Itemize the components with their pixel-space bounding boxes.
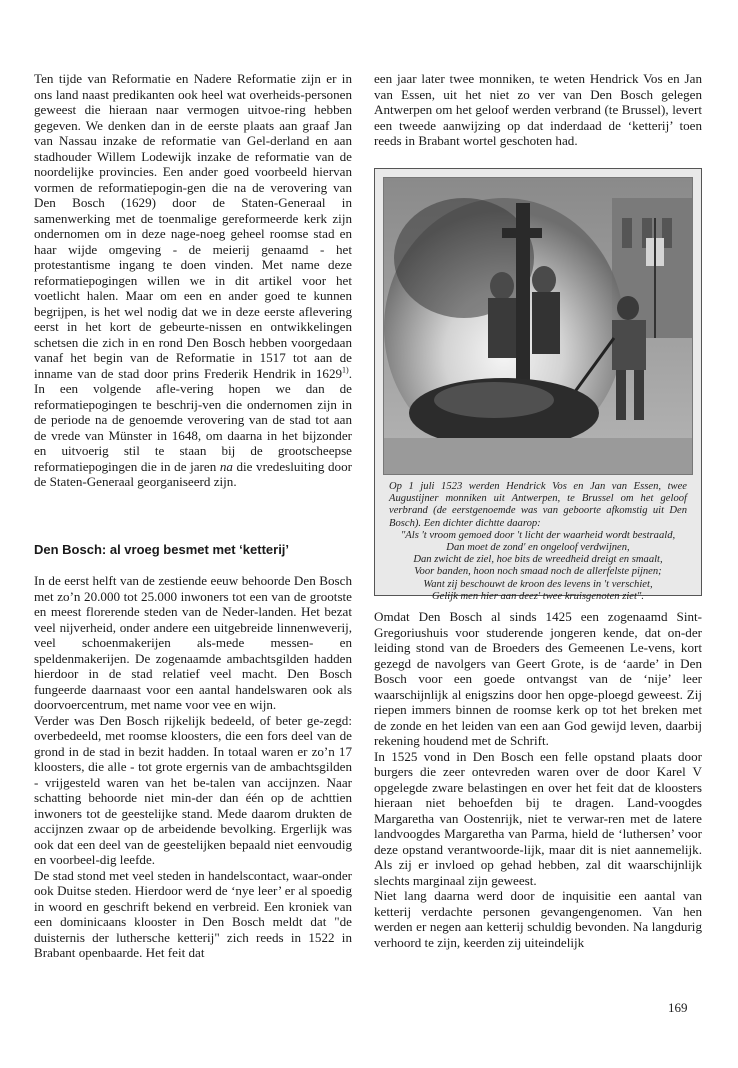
paragraph-monks: een jaar later twee monniken, te weten Hendrick Vos en Jan van Essen, uit het niet zo ver van Den Bosch gelegen Antwerpen om het geloof werden verbrand (te Brussel), levert een tweede aanwijzing op dat inderdaad de ‘ketterij’ toen reeds in Brabant wortel geschoten had. xyxy=(374,71,702,148)
paragraph-trade: De stad stond met veel steden in handelscontact, waar-onder ook Duitse steden. Hierdoor werd de ‘nye leer’ er al spoedig in woord en geschrift bekend en verbreid. Een kroniek van een dominicaans klooster in Den Bosch meldt dat "de duisternis der luthersche ketterij" zich reeds in 1522 in Brabant openbaarde. Het feit dat xyxy=(34,867,352,960)
paragraph-city: In de eerst helft van de zestiende eeuw behoorde Den Bosch met zo’n 20.000 tot 25.000 inwoners tot een van de grootste en meest florerende steden van de Neder-landen. Het bezat veel nijverheid, onder andere een uitgebreide linnenweverij, veel schoenmakerijen als-mede messen- en speldenmakerijen. De zogenaamde ambachtsgilden hadden hierdoor in de stad relatief veel macht. Den Bosch fungeerde daarnaast voor een aantal handelswaren ook als doorvoercentrum, met name voor vee en wijn. xyxy=(34,573,352,712)
right-column-top xyxy=(374,71,702,149)
poem-line: Want zij beschouwt de kroon des levens in 't verschiet, xyxy=(423,578,653,590)
paragraph-uprising: In 1525 vond in Den Bosch een felle opstand plaats door burgers die zeer ontevreden waren over de door Karel V opgelegde zware belastingen en over het feit dat de kloosters hieraan niet behoefden bij te dragen. Land-voogdes Margaretha van Oostenrijk, niet te verwar-ren met de latere landvoogdes Margaretha van Parma, hield de ‘luthersen’ voor deze opstand verantwoorde-lijk, maar dit is niet aannemelijk. Als zij er invloed op gehad hebben, zal dit waarschijnlijk slechts marginaal zijn geweest. xyxy=(374,748,702,888)
poem-line: Dan zwicht de ziel, hoe bits de wreedheid dreigt en smaalt, xyxy=(413,554,663,566)
paragraph-inquisition: Niet lang daarna werd door de inquisitie een aantal van ketterij verdachte personen gevangengenomen. Van hen werden er negen aan ketterij schuldig bevonden. Na langdurig verhoord te zijn, keerden zij uiteindelijk xyxy=(374,888,702,950)
figure xyxy=(374,168,702,602)
figure-engraving xyxy=(383,177,693,475)
left-column xyxy=(34,71,352,961)
poem-line: Voor banden, hoon noch smaad noch de allerfelste pijnen; xyxy=(414,566,662,578)
paragraph-monasteries: Verder was Den Bosch rijkelijk bedeeld, of beter ge-zegd: overbedeeld, met roomse kloosters, die een fors deel van de grond in de stad in bezit hadden. In totaal waren er zo’n 17 kloosters, die alle - tot grote ergernis van de ambachtsgilden - vrijgesteld waren van het be-talen van accijnzen. Naar schatting behoorde niet min-der dan één op de achttien inwoners tot de geestelijke stand. Mede daarom drukten de accijnzen zwaar op de arbeidende bevolking. Ergerlijk was ook dat een deel van de geestelijken bepaald niet eenvoudig en voorbeel-dig leefde. xyxy=(34,712,352,867)
figure-caption xyxy=(389,481,687,603)
paragraph-intro: Ten tijde van Reformatie en Nadere Reformatie zijn er in ons land naast predikanten ook heel wat overheids-personen geweest die hieraan naar vermogen uitvoe-ring hebben gegeven. We denken dan in de eerste plaats aan graaf Jan van Nassau inzake de reformatie van Gel-derland en aan stadhouder Willem Lodewijk inzake de reformatie van de noordelijke provincies. Een ander goed voorbeeld hiervan vormen de reformatiepogin-gen die na de verovering van Den Bosch (1629) door de Staten-Generaal in samenwerking met de toenmalige gereformeerde kerk zijn ondernomen om in deze nage-noeg geheel roomse stad en haar wijde omgeving - de meierij genaamd - het protestantisme ingang te doen vinden. Met name deze reformatiepogingen willen we in dit artikel voor het voetlicht halen. Maar om een en ander goed te kunnen begrijpen, is het wel nodig dat we in deze eerste aflevering eerst in het kort de gebeurte-nissen en ontwikkelingen schetsen die zich in en rond Den Bosch hebben voorgedaan vanaf het begin van de Reformatie in 1517 tot aan de inname van de stad door prins Frederik Hendrik in 1629$^{1)}$. In een volgende afle-vering hopen we dan de reformatiepogingen te beschrij-ven die ondernomen zijn in de periode na de genoemde verovering van de stad tot aan de vrede van Münster in 1648, om daarna in het bijzonder en uitvoerig stil te staan bij de grootscheepse reformatiepogingen die in de jaren na die vredesluiting door de Staten-Generaal georganiseerd zijn. xyxy=(34,71,352,489)
footnote-marker: 1) xyxy=(342,365,349,375)
poem-line: "Als 't vroom gemoed door 't licht der waarheid wordt bestraald, xyxy=(400,529,676,541)
page-number: 169 xyxy=(668,1000,688,1015)
caption-poem xyxy=(389,530,687,603)
right-column-bottom xyxy=(374,609,702,950)
caption-text: Op 1 juli 1523 werden Hendrick Vos en Jan van Essen, twee Augustijner monniken uit Antwerpen, te Brussel om het geloof verbrand (de eerstgenoemde was van geboorte afkomstig uit Den Bosch). Een dichter dichtte daarop: xyxy=(389,481,687,529)
poem-line: Dan moet de zond' en ongeloof verdwijnen, xyxy=(446,542,630,554)
section-heading: Den Bosch: al vroeg besmet met ‘ketterij’ xyxy=(34,541,290,557)
burning-scene-illustration xyxy=(384,178,692,474)
paragraph-gregorius: Omdat Den Bosch al sinds 1425 een zogenaamd Sint-Gregoriushuis voor studerende jongeren kende, dat on-der leiding stond van de Broeders des Gemeenen Le-vens, kort gezegd de navolgers van Geert Grote, is de ‘aarde’ in Den Bosch voor een goede ontvangst van de ‘nije’ leer waarschijnlijk al enigszins door hen opge-ploegd geweest. Zij riepen immers binnen de roomse kerk op tot het breken met de zonde en het leiden van een aan God gewijd leven, daarbij rekening houdend met de Schrift. xyxy=(374,609,702,748)
poem-line: Gelijk men hier aan deez' twee kruisgenoten ziet". xyxy=(431,590,645,602)
